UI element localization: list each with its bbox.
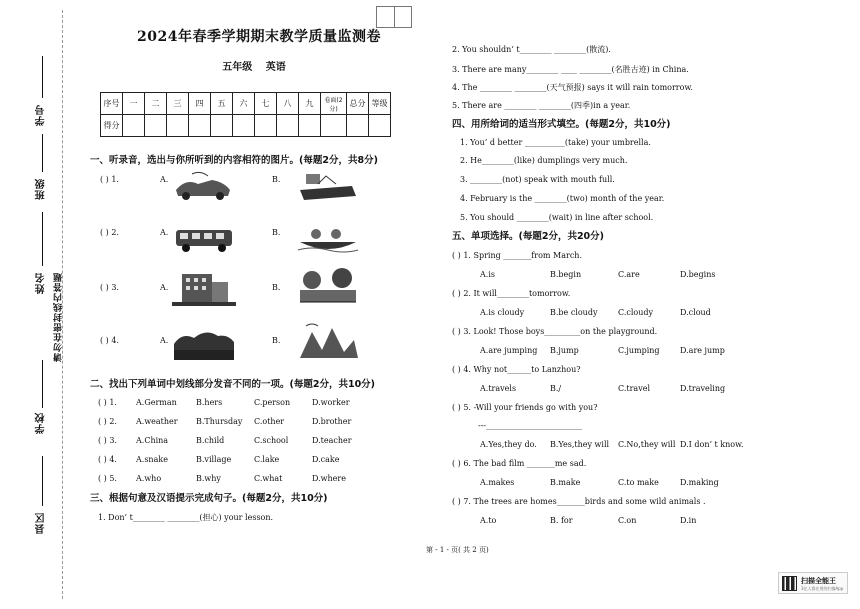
s2-q5-c: C.what <box>254 474 283 483</box>
garden-picture <box>296 268 360 308</box>
s2-q2-d: D.brother <box>312 417 352 426</box>
s5-q2-b: B.be cloudy <box>550 308 598 317</box>
s3-q2: 2. You shouldn’ t________ ________(散流). <box>452 45 611 54</box>
score-input-cell[interactable] <box>369 115 391 137</box>
s3-q3: 3. There are many________ ____ ________(名胜古迹) in China. <box>452 65 689 74</box>
score-table <box>100 92 391 137</box>
s5-q6: ( ) 6. The bad film _______me sad. <box>452 459 587 468</box>
s5-q4-b: B./ <box>550 384 562 393</box>
s1-q1-number: ( ) 1. <box>100 175 119 184</box>
subject-label: 英语 <box>265 62 286 73</box>
score-cell: 八 <box>277 93 299 115</box>
score-cell: 五 <box>211 93 233 115</box>
s5-q5-b: B.Yes,they will <box>550 440 610 449</box>
score-input-cell[interactable] <box>277 115 299 137</box>
score-input-cell[interactable] <box>145 115 167 137</box>
scanner-sub: 3亿人都在用的扫描App <box>801 586 844 591</box>
s2-q4-number: ( ) 4. <box>98 455 117 464</box>
s1-q1-b-label: B. <box>272 175 281 184</box>
s5-q5: ( ) 5. -Will your friends go with you? <box>452 403 598 412</box>
scanner-badge[interactable] <box>778 572 848 594</box>
county-line <box>42 456 43 506</box>
s2-q1-d: D.worker <box>312 398 350 407</box>
mountains-picture <box>296 322 360 362</box>
s2-q3-b: B.child <box>196 436 225 445</box>
score-cell: 九 <box>299 93 321 115</box>
top-mark-box <box>376 6 412 28</box>
s5-q5-c: C.No,they will <box>618 440 676 449</box>
s2-q4-c: C.lake <box>254 455 280 464</box>
s1-q2-b-label: B. <box>272 228 281 237</box>
car-boat-picture <box>172 168 236 202</box>
score-input-cell[interactable] <box>255 115 277 137</box>
s5-q2: ( ) 2. It will________tomorrow. <box>452 289 571 298</box>
s4-q5: 5. You should ________(wait) in line after school. <box>460 213 654 222</box>
s1-q2-number: ( ) 2. <box>100 228 119 237</box>
score-cell: 一 <box>123 93 145 115</box>
qr-code-icon <box>782 576 797 591</box>
s2-q2-b: B.Thursday <box>196 417 243 426</box>
score-input-cell[interactable] <box>299 115 321 137</box>
s2-q5-d: D.where <box>312 474 346 483</box>
s2-q2-a: A.weather <box>136 417 178 426</box>
score-cell: 三 <box>167 93 189 115</box>
s5-q1: ( ) 1. Spring _______from March. <box>452 251 582 260</box>
seal-notice: 请勿在密封线内答题 <box>54 272 64 362</box>
s5-q7-a: A.to <box>480 516 497 525</box>
county-label: 县区 <box>36 512 47 534</box>
s5-q5-d: D.I don’ t know. <box>680 440 744 449</box>
s5-q3-b: B.jump <box>550 346 579 355</box>
score-cell: 序号 <box>101 93 123 115</box>
s5-q6-b: B.make <box>550 478 581 487</box>
name-line <box>42 212 43 266</box>
s3-q1: 1. Don’ t________ ________(担心) your lesson. <box>98 513 274 522</box>
s2-q5-b: B.why <box>196 474 221 483</box>
s1-q2-a-label: A. <box>160 228 169 237</box>
s5-q3-a: A.are jumping <box>480 346 538 355</box>
s2-q5-a: A.who <box>136 474 162 483</box>
s5-q6-d: D.making <box>680 478 719 487</box>
student-id-label: 学号 <box>36 104 47 126</box>
building-picture <box>172 268 236 308</box>
score-cell: 总分 <box>347 93 369 115</box>
s4-q1: 1. You’ d better __________(take) your umbrella. <box>460 138 651 147</box>
s2-q1-a: A.German <box>136 398 177 407</box>
s2-q1-c: C.person <box>254 398 291 407</box>
score-input-cell[interactable] <box>167 115 189 137</box>
class-line <box>42 134 43 172</box>
binding-margin <box>0 0 72 609</box>
scanner-name: 扫描全能王 <box>801 577 836 585</box>
s2-q3-c: C.school <box>254 436 289 445</box>
section1-heading: 一、听录音，选出与你所听到的内容相符的图片。(每题2分，共8分) <box>90 155 378 166</box>
s5-q3-d: D.are jump <box>680 346 725 355</box>
page-number: 第 - 1 - 页( 共 2 页) <box>426 546 489 554</box>
s2-q1-b: B.hers <box>196 398 223 407</box>
s5-q2-d: D.cloud <box>680 308 711 317</box>
s1-q4-number: ( ) 4. <box>100 336 119 345</box>
s5-q4-d: D.traveling <box>680 384 726 393</box>
score-input-cell[interactable] <box>189 115 211 137</box>
s5-q2-c: C.cloudy <box>618 308 654 317</box>
name-label: 姓名 <box>36 272 47 294</box>
s1-q3-b-label: B. <box>272 283 281 292</box>
section3-heading: 三、根据句意及汉语提示完成句子。(每题2分，共10分) <box>90 493 328 504</box>
s2-q4-d: D.cake <box>312 455 340 464</box>
s1-q1-a-label: A. <box>160 175 169 184</box>
s2-q4-a: A.snake <box>136 455 168 464</box>
s3-q4: 4. The ________ ________(天气预报) says it will rain tomorrow. <box>452 83 693 92</box>
score-cell: 七 <box>255 93 277 115</box>
s5-q1-c: C.are <box>618 270 640 279</box>
boat-people-picture <box>296 222 360 256</box>
lake-picture <box>172 324 236 364</box>
harbor-picture <box>296 170 360 204</box>
s5-q5-answer-line: ---________________________ <box>478 421 583 430</box>
s5-q1-d: D.begins <box>680 270 716 279</box>
page-subtitle <box>84 58 424 73</box>
student-id-line <box>42 56 43 98</box>
s2-q3-a: A.China <box>136 436 169 445</box>
score-cell: 等级 <box>369 93 391 115</box>
s4-q3: 3. ________(not) speak with mouth full. <box>460 175 615 184</box>
s2-q2-c: C.other <box>254 417 285 426</box>
s5-q3-c: C.jumping <box>618 346 660 355</box>
s5-q2-a: A.is cloudy <box>480 308 525 317</box>
score-input-cell[interactable] <box>123 115 145 137</box>
header <box>84 26 424 73</box>
s5-q7: ( ) 7. The trees are homes_______birds and some wild animals . <box>452 497 706 506</box>
school-label: 学校 <box>36 412 47 434</box>
s5-q7-d: D.in <box>680 516 697 525</box>
s2-q2-number: ( ) 2. <box>98 417 117 426</box>
section2-heading: 二、找出下列单词中划线部分发音不同的一项。(每题2分，共10分) <box>90 379 376 390</box>
s2-q4-b: B.village <box>196 455 232 464</box>
s1-q4-a-label: A. <box>160 336 169 345</box>
s5-q7-b: B. for <box>550 516 573 525</box>
score-input-cell[interactable] <box>211 115 233 137</box>
score-cell: 四 <box>189 93 211 115</box>
s5-q3: ( ) 3. Look! Those boys_________on the playground. <box>452 327 658 336</box>
score-input-cell[interactable] <box>347 115 369 137</box>
score-header-row <box>101 93 391 115</box>
s5-q4-c: C.travel <box>618 384 650 393</box>
s5-q7-c: C.on <box>618 516 637 525</box>
s2-q3-number: ( ) 3. <box>98 436 117 445</box>
s2-q5-number: ( ) 5. <box>98 474 117 483</box>
score-input-cell[interactable] <box>321 115 347 137</box>
s5-q4: ( ) 4. Why not______to Lanzhou? <box>452 365 581 374</box>
class-label: 班级 <box>36 178 47 200</box>
score-value-row <box>101 115 391 137</box>
s5-q1-b: B.begin <box>550 270 582 279</box>
score-cell: 二 <box>145 93 167 115</box>
page-title: 2024年春季学期期末教学质量监测卷 <box>137 29 381 45</box>
s5-q6-a: A.makes <box>480 478 515 487</box>
s2-q3-d: D.teacher <box>312 436 352 445</box>
score-cell: 卷面(2分) <box>321 93 347 115</box>
s2-q1-number: ( ) 1. <box>98 398 117 407</box>
score-cell: 六 <box>233 93 255 115</box>
s5-q1-a: A.is <box>480 270 495 279</box>
section4-heading: 四、用所给词的适当形式填空。(每题2分，共10分) <box>452 119 671 130</box>
s1-q3-number: ( ) 3. <box>100 283 119 292</box>
grade-label: 五年级 <box>222 62 253 73</box>
s3-q5: 5. There are ________ ________(四季)in a year. <box>452 101 631 110</box>
s1-q3-a-label: A. <box>160 283 169 292</box>
score-row-label: 得分 <box>101 115 123 137</box>
s5-q4-a: A.travels <box>480 384 517 393</box>
s4-q4: 4. February is the ________(two) month of the year. <box>460 194 665 203</box>
bus-picture <box>172 222 236 256</box>
section5-heading: 五、单项选择。(每题2分，共20分) <box>452 231 605 242</box>
school-line <box>42 360 43 408</box>
s5-q5-a: A.Yes,they do. <box>480 440 537 449</box>
s5-q6-c: C.to make <box>618 478 659 487</box>
s1-q4-b-label: B. <box>272 336 281 345</box>
s4-q2: 2. He________(like) dumplings very much. <box>460 156 628 165</box>
score-input-cell[interactable] <box>233 115 255 137</box>
